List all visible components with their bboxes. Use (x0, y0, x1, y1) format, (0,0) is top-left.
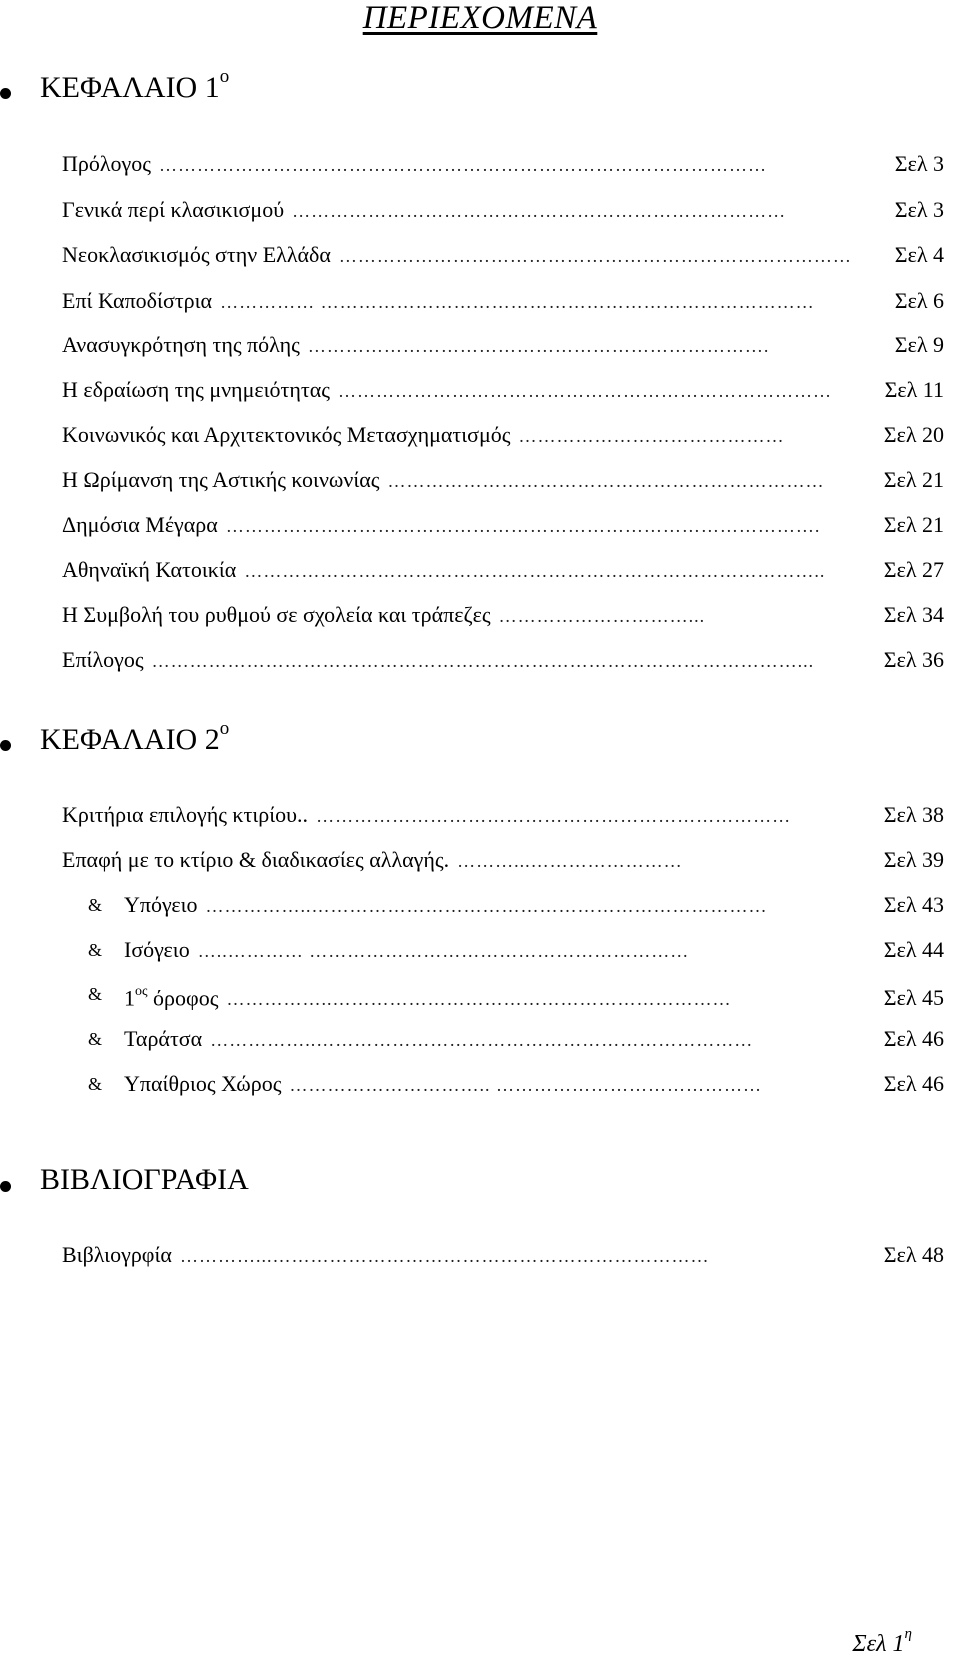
entry-page: Σελ 38 (883, 802, 944, 827)
entry-page: Σελ 46 (883, 1071, 944, 1096)
entry-label: Κριτήρια επιλογής κτιρίου.. (62, 802, 309, 827)
entry-label: Γενικά περί κλασικισμού (62, 197, 285, 222)
dot-leader: …..………… …………………………………………………… (197, 941, 690, 961)
entry-page: Σελ 9 (894, 332, 944, 357)
toc-sub-entry[interactable] (88, 933, 944, 967)
toc-entry[interactable] (62, 643, 944, 677)
dot-leader: …………………………………………………………………… (292, 201, 787, 221)
entry-label: Υπαίθριος Χώρος (124, 1071, 282, 1096)
dot-leader: ……………………………………………………………………… (338, 246, 852, 266)
dot-leader: ………………………….. …………………………………… (289, 1075, 762, 1095)
page-number (852, 1626, 912, 1658)
bullet-icon (0, 740, 11, 751)
page-number-superscript: η (904, 1626, 912, 1642)
toc-entry[interactable] (62, 463, 944, 497)
ampersand-icon: & (88, 940, 103, 960)
toc-entry[interactable] (62, 843, 944, 877)
toc-entry[interactable] (62, 147, 944, 181)
dot-leader: …………………………………………………………………………………… (158, 155, 767, 175)
entry-label-suffix: όροφος (147, 985, 219, 1011)
toc-entry[interactable] (62, 798, 944, 832)
entry-label: Δημόσια Μέγαρα (62, 512, 218, 537)
entry-label: Η Συμβολή του ρυθμού σε σχολεία και τράπεζες (62, 602, 491, 627)
toc-entry[interactable] (62, 553, 944, 587)
entry-label: Κοινωνικός και Αρχιτεκτονικός Μετασχηματισμός (62, 422, 511, 447)
ampersand-icon: & (88, 1029, 103, 1049)
toc-entry[interactable] (62, 508, 944, 542)
entry-page: Σελ 34 (883, 602, 944, 627)
entry-page: Σελ 6 (894, 288, 944, 313)
entry-label: Πρόλογος (62, 151, 151, 176)
entry-label: Επαφή με το κτίριο & διαδικασίες αλλαγής. (62, 847, 450, 872)
entry-label: 1 (124, 985, 135, 1011)
entry-page: Σελ 27 (883, 557, 944, 582)
bullet-icon (0, 1181, 11, 1192)
toc-entry[interactable] (62, 418, 944, 452)
entry-page: Σελ 3 (894, 151, 944, 176)
chapter-1-heading (0, 66, 960, 114)
toc-sub-entry[interactable] (88, 977, 944, 1011)
toc-sub-entry[interactable] (88, 1022, 944, 1056)
dot-leader: ………...…………………… (457, 851, 683, 871)
dot-leader: …………………………………………………………………………………. (225, 516, 821, 536)
dot-leader: ………………………………………………………………… (316, 806, 792, 826)
entry-page: Σελ 21 (883, 467, 944, 492)
dot-leader: …………...…………………………………………………………… (179, 1246, 710, 1266)
dot-leader: ……………………………………………………………………………….. (244, 561, 826, 581)
toc-entry[interactable] (62, 284, 944, 318)
toc-entry[interactable] (62, 373, 944, 407)
entry-page: Σελ 48 (883, 1242, 944, 1267)
page-number-label: Σελ 1 (852, 1631, 905, 1657)
chapter-1-superscript: ο (219, 66, 230, 87)
chapter-2-superscript: ο (219, 718, 230, 739)
ampersand-icon: & (88, 1074, 103, 1094)
entry-page: Σελ 36 (883, 647, 944, 672)
bullet-icon (0, 88, 11, 99)
entry-label: Ταράτσα (124, 1026, 203, 1051)
chapter-1-title: ΚΕΦΑΛΑΙΟ 1 (40, 71, 220, 104)
toc-sub-entry[interactable] (88, 888, 944, 922)
entry-page: Σελ 4 (894, 242, 944, 267)
entry-label: Ανασυγκρότηση της πόλης (62, 332, 300, 357)
entry-page: Σελ 43 (883, 892, 944, 917)
entry-page: Σελ 44 (883, 937, 944, 962)
bibliography-heading (0, 1163, 960, 1207)
entry-page: Σελ 11 (884, 377, 944, 402)
ampersand-icon: & (88, 895, 103, 915)
toc-entry[interactable] (62, 328, 944, 362)
entry-label: Αθηναϊκή Κατοικία (62, 557, 237, 582)
entry-page: Σελ 45 (883, 985, 944, 1011)
entry-label: Επίλογος (62, 647, 144, 672)
entry-page: Σελ 3 (894, 197, 944, 222)
ampersand-icon: & (88, 984, 103, 1004)
dot-leader: ………………………………………………………………. (307, 336, 770, 356)
entry-label: Η Ωρίμανση της Αστικής κοινωνίας (62, 467, 380, 492)
entry-page: Σελ 39 (883, 847, 944, 872)
bibliography-title: ΒΙΒΛΙΟΓΡΑΦΙΑ (40, 1163, 249, 1196)
dot-leader: ……………..……………………………………………………… (226, 989, 732, 1010)
toc-entry[interactable] (62, 1238, 944, 1272)
entry-label: Βιβλιογρφία (62, 1242, 172, 1267)
dot-leader: …………………………………………………………… (387, 471, 825, 491)
entry-label: Νεοκλασικισμός στην Ελλάδα (62, 242, 331, 267)
dot-leader: ……………..……………………………………………………………… (205, 896, 768, 916)
toc-entry[interactable] (62, 598, 944, 632)
entry-page: Σελ 21 (883, 512, 944, 537)
ordinal-superscript: ος (135, 984, 148, 999)
dot-leader: …………………………... (498, 606, 706, 626)
toc-entry[interactable] (62, 238, 944, 272)
toc-sub-entry[interactable] (88, 1067, 944, 1101)
chapter-2-heading (0, 718, 960, 766)
entry-label: Ισόγειο (124, 937, 190, 962)
entry-label: Η εδραίωση της μνημειότητας (62, 377, 330, 402)
dot-leader: …………………………………………………………………… (337, 381, 832, 401)
page-title: ΠΕΡΙΕΧΟΜΕΝΑ (362, 0, 598, 36)
dot-leader: …………………………………………………………………………………………... (151, 651, 815, 671)
entry-page: Σελ 20 (883, 422, 944, 447)
dot-leader: ……………..…………………………………………………………… (210, 1030, 754, 1050)
dot-leader: …………… …………………………………………………………………… (220, 292, 815, 312)
toc-entry[interactable] (62, 193, 944, 227)
entry-label: Επί Καποδίστρια (62, 288, 213, 313)
dot-leader: …………………………………… (518, 426, 785, 446)
entry-page: Σελ 46 (883, 1026, 944, 1051)
chapter-2-title: ΚΕΦΑΛΑΙΟ 2 (40, 723, 220, 756)
entry-label: Υπόγειο (124, 892, 198, 917)
